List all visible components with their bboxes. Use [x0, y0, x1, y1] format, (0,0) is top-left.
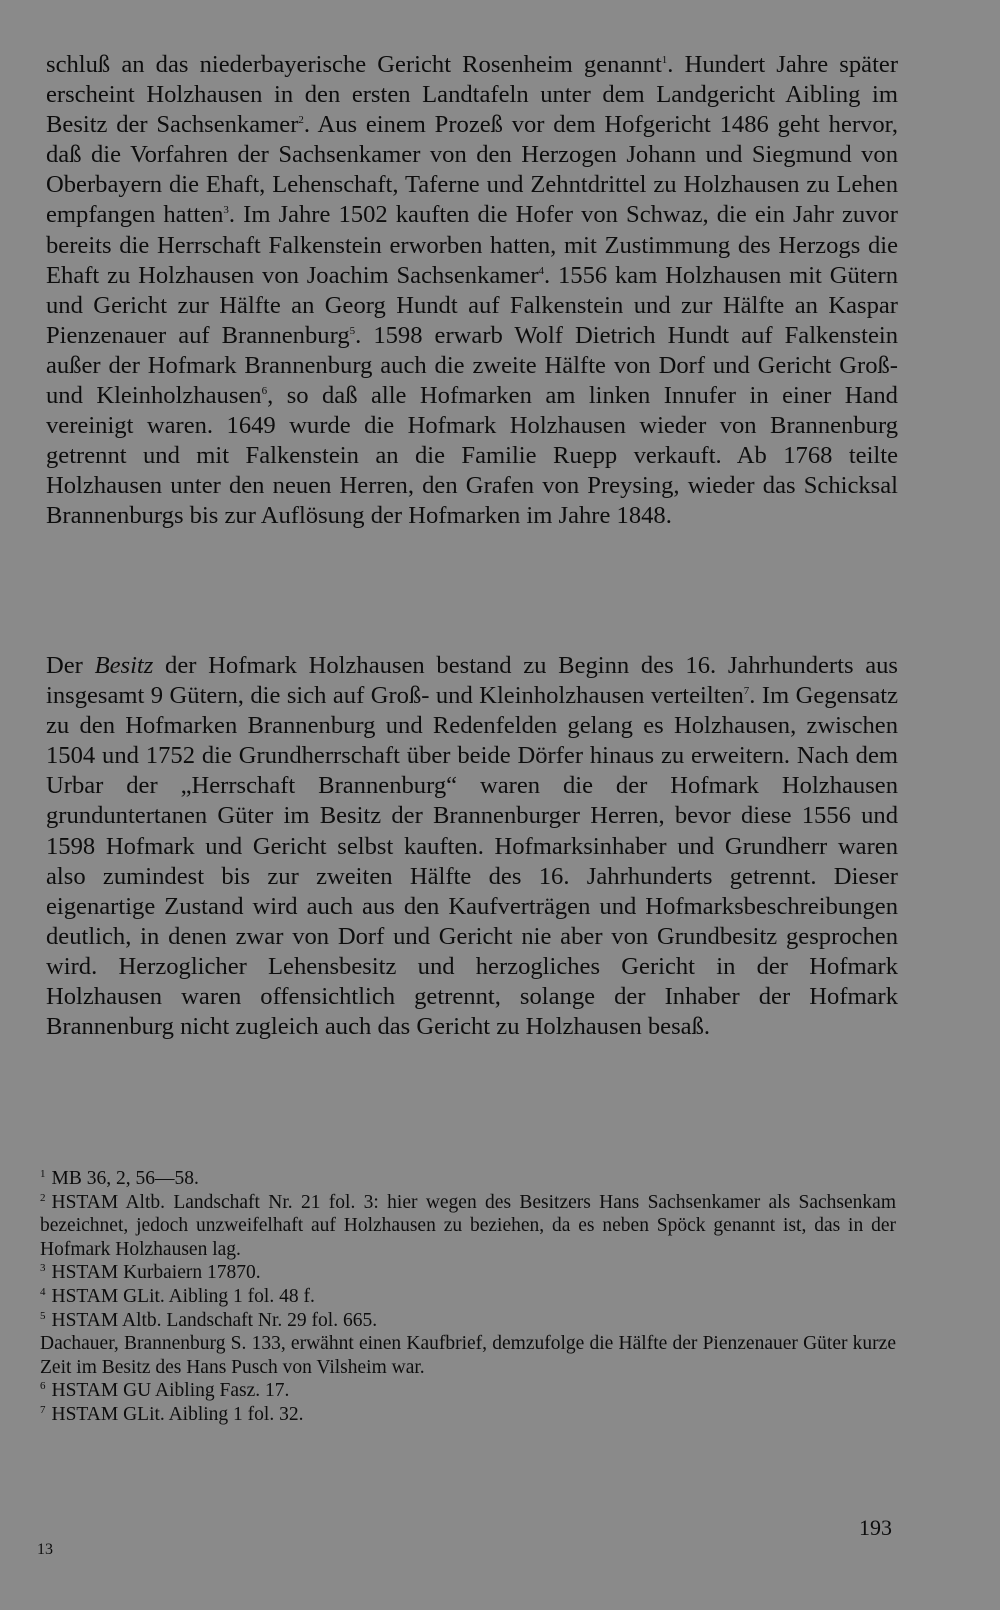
- footnote: [40, 1261, 896, 1285]
- text-run: . 1598 erwarb Wolf Dietrich Hundt auf Falkenstein außer der Hofmark Brannenburg auch die zweite Hälfte von Dorf und Gericht Groß- und Kleinholzhausen: [46, 321, 898, 410]
- footnote-mark: 1: [40, 1168, 46, 1180]
- footnote: [40, 1285, 896, 1309]
- signature-mark: 13: [37, 1541, 53, 1558]
- footnote-text: HSTAM Altb. Landschaft Nr. 29 fol. 665.: [51, 1309, 378, 1331]
- body-paragraph-2: [46, 651, 898, 1042]
- footnote-ref-3: 3: [223, 204, 229, 217]
- text-run: . 1556 kam Holzhausen mit Gütern und Gericht zur Hälfte an Georg Hundt auf Falkenstein und zur Hälfte an Kaspar Pienzenauer auf Brannenburg: [46, 261, 898, 349]
- text-run: Der: [46, 652, 95, 679]
- footnote-ref-6: 6: [261, 385, 268, 398]
- page-number: 193: [859, 1515, 892, 1540]
- footnote-continuation: [40, 1332, 896, 1379]
- footnote-text: HSTAM GU Aibling Fasz. 17.: [51, 1380, 290, 1402]
- footnote: [40, 1167, 896, 1191]
- footnote-text: HSTAM Kurbaiern 17870.: [51, 1262, 261, 1284]
- footnote-ref-7: 7: [743, 685, 750, 698]
- footnote-mark: 4: [40, 1285, 46, 1298]
- footnote-mark: 7: [40, 1403, 46, 1416]
- footnote: [40, 1191, 896, 1262]
- footnote-text: HSTAM Altb. Landschaft Nr. 21 fol. 3: hier wegen des Besitzers Hans Sachsenkamer als Sachsenkam bezeichnet, jedoch unzweifelhaft auf Holzhausen zu beziehen, da es neben Spöck genannt ist, das in der Hofmark Holzhausen lag.: [40, 1191, 896, 1260]
- footnote-mark: 2: [40, 1191, 46, 1204]
- footnote: [40, 1309, 896, 1333]
- text-run: , so daß alle Hofmarken am linken Innufer in einer Hand vereinigt waren. 1649 wurde die Hofmark Holzhausen wieder von Brannenburg getrennt und mit Falkenstein an die Familie Ruepp verkauft. Ab 1768 teilte Holzhausen unter den neuen Herren, den Grafen von Preysing, wieder das Schicksal Brannenburgs bis zur Auflösung der Hofmarken im Jahre 1848.: [46, 382, 898, 530]
- footnotes-list: [40, 1167, 896, 1427]
- text-run: schluß an das niederbayerische Gericht Rosenheim genannt: [46, 51, 662, 78]
- footnote-ref-4: 4: [538, 264, 545, 277]
- body-paragraph-1: [46, 50, 898, 532]
- text-run: . Hundert Jahre später erscheint Holzhausen in den ersten Landtafeln unter dem Landgericht Aibling im Besitz der Sachsenkamer: [46, 51, 899, 139]
- footnote: [40, 1379, 896, 1403]
- footnote-text: HSTAM GLit. Aibling 1 fol. 48 f.: [51, 1285, 315, 1307]
- footnote-ref-1: 1: [661, 54, 668, 66]
- text-run: . Im Jahre 1502 kauften die Hofer von Schwaz, die ein Jahr zuvor bereits die Herrschaft Falkenstein erworben hatten, mit Zustimmung des Herzogs die Ehaft zu Holzhausen von Joachim Sachsenkamer: [46, 201, 898, 289]
- footnote-mark: 3: [40, 1262, 46, 1275]
- footnote-ref-5: 5: [349, 324, 356, 337]
- footnote-ref-2: 2: [298, 114, 304, 127]
- text-run: . Im Gegensatz zu den Hofmarken Brannenburg und Redenfelden gelang es Holzhausen, zwischen 1504 und 1752 die Grundherrschaft über beide Dörfer hinaus zu erweitern. Nach dem Urbar der „Herrschaft Brannenburg“ waren die der Hofmark Holzhausen grunduntertanen Güter im Besitz der Brannenburger Herren, bevor diese 1556 und 1598 Hofmark und Gericht selbst kauften. Hofmarksinhaber und Grundherr waren also zumindest bis zur zweiten Hälfte des 16. Jahrhunderts getrennt. Dieser eigenartige Zustand wird auch aus den Kaufverträgen und Hofmarksbeschreibungen deutlich, in denen zwar von Dorf und Gericht nie aber von Grundbesitz gesprochen wird. Herzoglicher Lehensbesitz und herzogliches Gericht in der Hofmark Holzhausen waren offensichtlich getrennt, solange der Inhaber der Hofmark Brannenburg nicht zugleich auch das Gericht zu Holzhausen besaß.: [46, 682, 898, 1041]
- text-run: der Hofmark Holzhausen bestand zu Beginn des 16. Jahrhunderts aus insgesamt 9 Gütern, die sich auf Groß- und Kleinholzhausen verteilten: [46, 652, 898, 710]
- emphasized-word: Besitz: [94, 652, 154, 679]
- footnote-text: MB 36, 2, 56—58.: [51, 1168, 199, 1189]
- text-run: . Aus einem Prozeß vor dem Hofgericht 1486 geht hervor, daß die Vorfahren der Sachsenkamer von den Herzogen Johann und Siegmund von Oberbayern die Ehaft, Lehenschaft, Taferne und Zehntdrittel zu Holzhausen zu Lehen empfangen hatten: [46, 111, 898, 229]
- footnote-mark: 6: [40, 1380, 46, 1393]
- footnote-text: HSTAM GLit. Aibling 1 fol. 32.: [51, 1403, 304, 1425]
- footnote: [40, 1403, 896, 1427]
- footnote-text: Dachauer, Brannenburg S. 133, erwähnt einen Kaufbrief, demzufolge die Hälfte der Pienzenauer Güter kurze Zeit im Besitz des Hans Pusch von Vilsheim war.: [40, 1333, 896, 1378]
- footnote-mark: 5: [40, 1309, 46, 1322]
